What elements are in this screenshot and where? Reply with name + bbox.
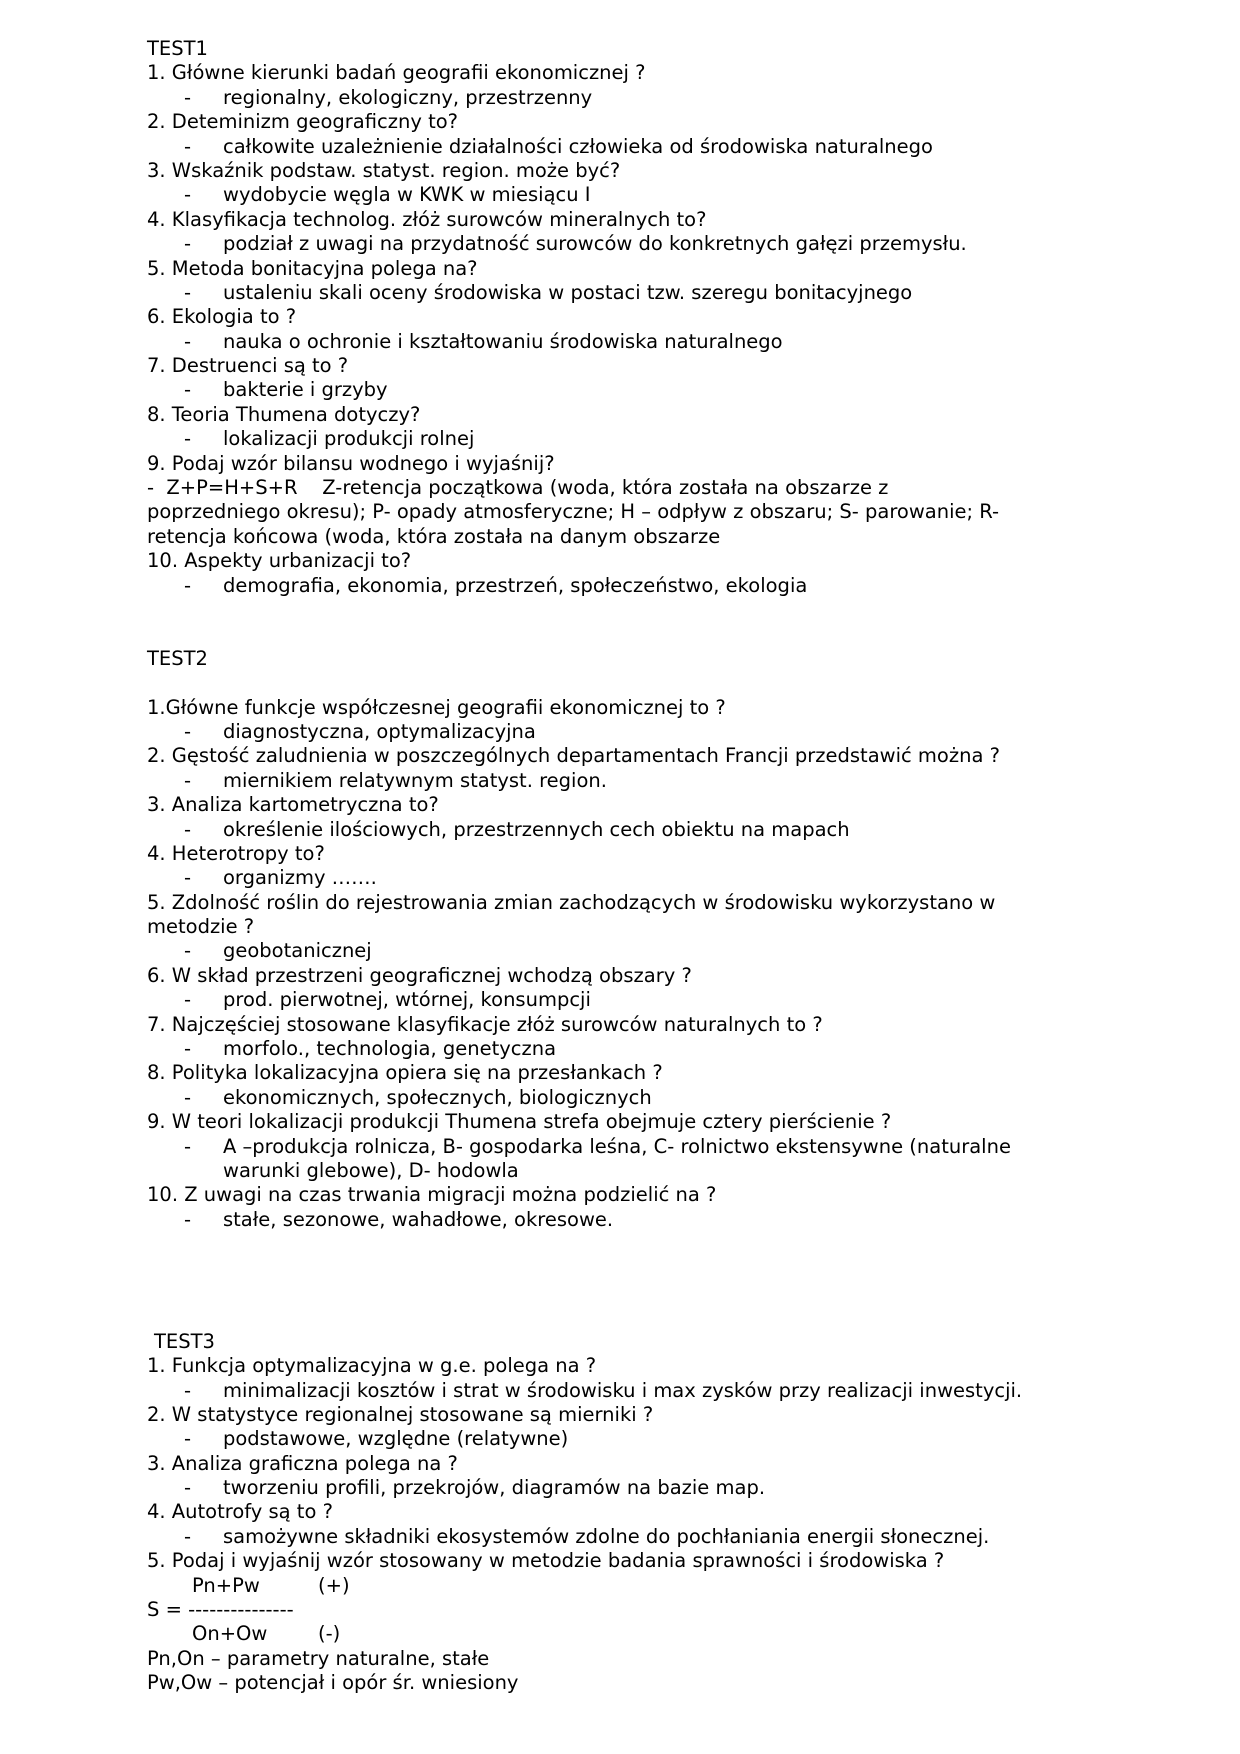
dash-bullet: - <box>184 768 192 792</box>
formula-numerator-sign: (+) <box>318 1573 350 1597</box>
dash-bullet: - <box>184 85 192 109</box>
test3-item-1 <box>147 1354 1147 1403</box>
dash-bullet: - <box>184 1378 192 1402</box>
formula-denominator: On+Ow <box>192 1622 268 1646</box>
test2-list <box>147 696 1147 1233</box>
question: 4. Klasyfikacja technolog. złóż surowców mineralnych to? <box>147 207 707 231</box>
legend-line: Pn,On – parametry naturalne, stałe <box>147 1646 490 1670</box>
answer <box>147 1427 1147 1451</box>
test1-list <box>147 61 1147 598</box>
question: 4. Autotrofy są to ? <box>147 1500 333 1524</box>
question-line: metodzie ? <box>147 915 255 939</box>
question: 3. Analiza kartometryczna to? <box>147 793 439 817</box>
dash-bullet: - <box>184 1037 192 1061</box>
answer-text: diagnostyczna, optymalizacyjna <box>223 719 536 743</box>
question: 8. Polityka lokalizacyjna opiera się na przesłankach ? <box>147 1061 663 1085</box>
answer-text: prod. pierwotnej, wtórnej, konsumpcji <box>223 988 591 1012</box>
question: 7. Najczęściej stosowane klasyfikacje złóż surowców naturalnych to ? <box>147 1012 823 1036</box>
dash-bullet: - <box>184 1524 192 1548</box>
test1-item-2 <box>147 110 1147 159</box>
answer <box>147 1037 1147 1061</box>
dash-bullet: - <box>184 134 192 158</box>
dash-bullet: - <box>184 329 192 353</box>
test1-item-1 <box>147 61 1147 110</box>
question: 5. Metoda bonitacyjna polega na? <box>147 256 478 280</box>
dash-bullet: - <box>184 573 192 597</box>
dash-bullet: - <box>184 1427 192 1451</box>
test2-item-10 <box>147 1183 1147 1232</box>
answer-text: samożywne składniki ekosystemów zdolne do pochłaniania energii słonecznej. <box>223 1524 990 1548</box>
test2-item-3 <box>147 793 1147 842</box>
dash-bullet: - <box>184 1476 192 1500</box>
question-line: 5. Zdolność roślin do rejestrowania zmian zachodzących w środowisku wykorzystano w <box>147 890 996 914</box>
dash-bullet: - <box>184 427 192 451</box>
answer-text: określenie ilościowych, przestrzennych cech obiektu na mapach <box>223 817 850 841</box>
question: 1. Funkcja optymalizacyjna w g.e. polega na ? <box>147 1354 597 1378</box>
dash-bullet: - <box>184 988 192 1012</box>
test2-item-5 <box>147 891 1147 964</box>
test1-title: TEST1 <box>147 37 208 60</box>
dash-bullet: - <box>184 1134 192 1158</box>
test3-title: TEST3 <box>154 1329 215 1353</box>
test3-item-5 <box>147 1549 1147 1695</box>
formula-denominator-row <box>147 1622 1147 1646</box>
test1-item-8 <box>147 403 1147 452</box>
test2-item-4 <box>147 842 1147 891</box>
answer-continuation <box>147 1159 1147 1183</box>
test3-item-4 <box>147 1500 1147 1549</box>
question: 7. Destruenci są to ? <box>147 354 349 378</box>
dash-bullet: - <box>184 719 192 743</box>
dash-bullet: - <box>184 939 192 963</box>
answer-text: organizmy ……. <box>223 866 377 890</box>
answer-text: podział z uwagi na przydatność surowców do konkretnych gałęzi przemysłu. <box>223 232 967 256</box>
answer-text: ustaleniu skali oceny środowiska w postaci tzw. szeregu bonitacyjnego <box>223 280 913 304</box>
question: 10. Z uwagi na czas trwania migracji można podzielić na ? <box>147 1183 717 1207</box>
answer <box>147 1208 1147 1232</box>
answer-text: podstawowe, względne (relatywne) <box>223 1427 569 1451</box>
test3-item-2 <box>147 1403 1147 1452</box>
answer-text: regionalny, ekologiczny, przestrzenny <box>223 85 593 109</box>
question: 1. Główne kierunki badań geografii ekonomicznej ? <box>147 61 646 85</box>
dash-bullet: - <box>184 866 192 890</box>
question: 2. Deteminizm geograficzny to? <box>147 110 458 134</box>
formula-fraction-line: S = --------------- <box>147 1598 294 1622</box>
answer <box>147 183 1147 207</box>
test2-item-9 <box>147 1110 1147 1183</box>
question: 2. W statystyce regionalnej stosowane są mierniki ? <box>147 1402 654 1426</box>
answer-line: - Z+P=H+S+R Z-retencja początkowa (woda, która została na obszarze z <box>147 476 889 500</box>
test2-item-6 <box>147 964 1147 1013</box>
dash-bullet: - <box>184 1085 192 1109</box>
answer-line: retencja końcowa (woda, która została na danym obszarze <box>147 524 721 548</box>
dash-bullet: - <box>184 378 192 402</box>
answer-text: całkowite uzależnienie działalności człowieka od środowiska naturalnego <box>223 134 933 158</box>
answer <box>147 281 1147 305</box>
answer <box>147 427 1147 451</box>
dash-bullet: - <box>184 280 192 304</box>
test1-item-3 <box>147 159 1147 208</box>
test1-item-10 <box>147 549 1147 598</box>
question: 3. Analiza graficzna polega na ? <box>147 1451 458 1475</box>
answer-text: lokalizacji produkcji rolnej <box>223 427 475 451</box>
question: 5. Podaj i wyjaśnij wzór stosowany w metodzie badania sprawności i środowiska ? <box>147 1549 945 1573</box>
question: 10. Aspekty urbanizacji to? <box>147 549 412 573</box>
test2-title: TEST2 <box>147 646 208 670</box>
answer <box>147 135 1147 159</box>
question: 8. Teoria Thumena dotyczy? <box>147 402 421 426</box>
test2-item-1 <box>147 696 1147 745</box>
answer <box>147 232 1147 256</box>
legend-line: Pw,Ow – potencjał i opór śr. wniesiony <box>147 1671 519 1695</box>
test1-item-9 <box>147 452 1147 550</box>
answer-text: nauka o ochronie i kształtowaniu środowiska naturalnego <box>223 329 783 353</box>
question: 9. Podaj wzór bilansu wodnego i wyjaśnij? <box>147 451 555 475</box>
answer-text: tworzeniu profili, przekrojów, diagramów na bazie map. <box>223 1476 766 1500</box>
answer <box>147 574 1147 598</box>
answer-text: stałe, sezonowe, wahadłowe, okresowe. <box>223 1207 614 1231</box>
answer-text: ekonomicznych, społecznych, biologicznych <box>223 1085 652 1109</box>
dash-bullet: - <box>184 1207 192 1231</box>
question: 2. Gęstość zaludnienia w poszczególnych departamentach Francji przedstawić można ? <box>147 744 1000 768</box>
answer-text: A –produkcja rolnicza, B- gospodarka leśna, C- rolnictwo ekstensywne (naturalne <box>223 1134 1011 1158</box>
answer-text: wydobycie węgla w KWK w miesiącu I <box>223 183 591 207</box>
test2-item-8 <box>147 1061 1147 1110</box>
answer-text: demografia, ekonomia, przestrzeń, społeczeństwo, ekologia <box>223 573 808 597</box>
test1-item-6 <box>147 305 1147 354</box>
formula-numerator-row <box>147 1574 1147 1598</box>
test3-list <box>147 1354 1147 1695</box>
test3-item-3 <box>147 1452 1147 1501</box>
answer-text: warunki glebowe), D- hodowla <box>223 1158 519 1182</box>
answer <box>147 1086 1147 1110</box>
answer-text: morfolo., technologia, genetyczna <box>223 1037 557 1061</box>
answer <box>147 939 1147 963</box>
test1-item-5 <box>147 257 1147 306</box>
test2-item-2 <box>147 744 1147 793</box>
dash-bullet: - <box>184 183 192 207</box>
answer <box>147 1476 1147 1500</box>
formula-denominator-sign: (-) <box>318 1622 341 1646</box>
answer <box>147 1135 1147 1159</box>
answer <box>147 769 1147 793</box>
answer <box>147 86 1147 110</box>
answer <box>147 1379 1147 1403</box>
answer <box>147 330 1147 354</box>
question: 6. Ekologia to ? <box>147 305 297 329</box>
answer <box>147 866 1147 890</box>
test1-item-7 <box>147 354 1147 403</box>
formula-numerator: Pn+Pw <box>192 1573 260 1597</box>
question: 3. Wskaźnik podstaw. statyst. region. może być? <box>147 158 621 182</box>
answer <box>147 818 1147 842</box>
dash-bullet: - <box>184 232 192 256</box>
question: 4. Heterotropy to? <box>147 841 325 865</box>
answer-text: minimalizacji kosztów i strat w środowisku i max zysków przy realizacji inwestycji. <box>223 1378 1023 1402</box>
answer-line: poprzedniego okresu); P- opady atmosferyczne; H – odpływ z obszaru; S- parowanie; R- <box>147 500 1000 524</box>
answer <box>147 1525 1147 1549</box>
document-page <box>147 37 1147 1696</box>
question: 1.Główne funkcje współczesnej geografii ekonomicznej to ? <box>147 695 726 719</box>
question: 6. W skład przestrzeni geograficznej wchodzą obszary ? <box>147 963 692 987</box>
answer-text: miernikiem relatywnym statyst. region. <box>223 768 607 792</box>
answer <box>147 378 1147 402</box>
question: 9. W teori lokalizacji produkcji Thumena strefa obejmuje cztery pierścienie ? <box>147 1110 892 1134</box>
dash-bullet: - <box>184 817 192 841</box>
answer-text: geobotanicznej <box>223 939 372 963</box>
answer <box>147 988 1147 1012</box>
test2-item-7 <box>147 1013 1147 1062</box>
test1-item-4 <box>147 208 1147 257</box>
answer <box>147 720 1147 744</box>
answer-text: bakterie i grzyby <box>223 378 388 402</box>
